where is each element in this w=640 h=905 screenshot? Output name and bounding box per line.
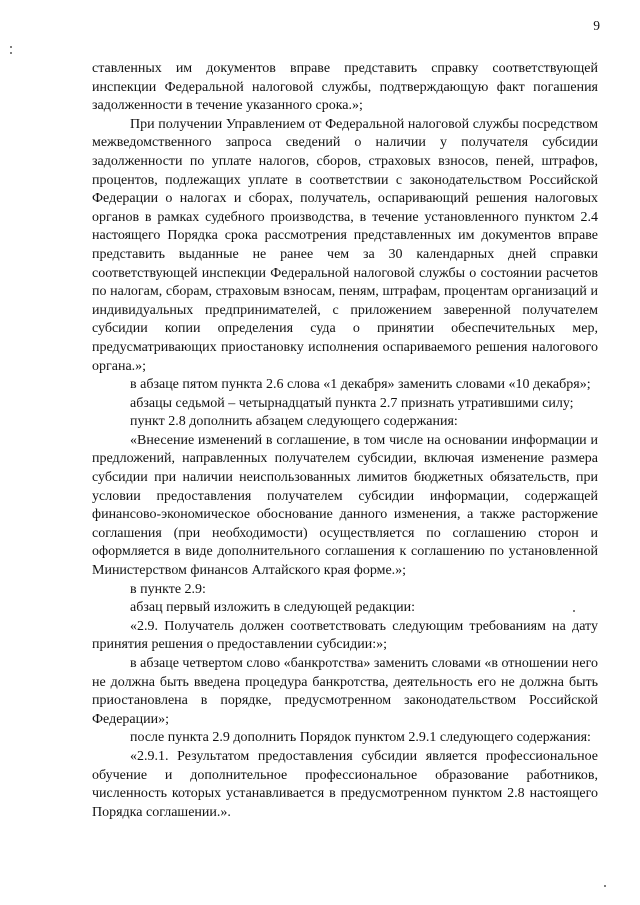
document-body: [92, 60, 598, 822]
paragraph: в абзаце четвертом слово «банкротства» заменить словами «в отношении него не должна быть введена процедура банкротства, деятельность его не должна быть приостановлена в порядке, предусмотренном законодательством Российской Федерации»;: [92, 656, 598, 727]
paragraph: При получении Управлением от Федеральной налоговой службы посредством межведомственного запроса сведений о наличии у получателя субсидии задолженности по уплате налогов, сборов, страховых взносов, пеней, штрафов, процентов, подлежащих уплате в соответствии с законодательством Российской Федерации о налогах и сборах, получатель, оспаривающий решения налоговых органов в рамках судебного производства, в течение установленного пунктом 2.4 настоящего Порядка срока рассмотрения представленных им документов вправе представить выданные не ранее чем за 30 календарных дней справки соответствующей инспекции Федеральной налоговой службы о состоянии расчетов по налогам, сборам, страховым взносам, пеням, штрафам, процентам организаций и индивидуальных предпринимателей, с приложением заверенной получателем субсидии копии определения суда о принятии обеспечительных мер, предусматривающих приостановку исполнения оспариваемого решения налогового органа.»;: [92, 116, 598, 374]
paragraph: в абзаце пятом пункта 2.6 слова «1 декабря» заменить словами «10 декабря»;: [130, 377, 591, 393]
paragraph: абзац первый изложить в следующей редакции:: [130, 600, 416, 616]
scan-speck: [604, 885, 606, 887]
scan-speck: [10, 46, 12, 48]
paragraph: абзацы седьмой – четырнадцатый пункта 2.7 признать утратившими силу;: [130, 395, 574, 411]
page-number: 9: [593, 18, 600, 33]
paragraph: «2.9. Получатель должен соответствовать следующим требованиям на дату принятия решения о предоставлении субсидии:»;: [92, 618, 598, 653]
paragraph: «Внесение изменений в соглашение, в том числе на основании информации и предложений, направленных получателем субсидии, включая изменение размера субсидии при наличии неиспользованных лимитов бюджетных обязательств, при условии предоставления получателем субсидии информации, содержащей финансово-экономическое обоснование данного изменения, а также расторжение соглашения (при необходимости) осуществляется по соглашению сторон и оформляется в виде дополнительного соглашения к соглашению по установленной Министерством финансов Алтайского края форме.»;: [92, 432, 598, 579]
paragraph: в пункте 2.9:: [130, 581, 206, 597]
paragraph: после пункта 2.9 дополнить Порядок пунктом 2.9.1 следующего содержания:: [130, 730, 591, 746]
paragraph: пункт 2.8 дополнить абзацем следующего содержания:: [130, 414, 458, 430]
paragraph: ставленных им документов вправе представить справку соответствующей инспекции Федеральной налоговой службы, подтверждающую факт погашения задолженности в течение указанного срока.»;: [92, 61, 598, 114]
paragraph: «2.9.1. Результатом предоставления субсидии является профессиональное обучение и дополнительное профессиональное образование работников, численность которых устанавливается в предусмотренном пунктом 2.8 настоящего Порядка соглашении.».: [92, 748, 598, 820]
scan-speck: [10, 52, 12, 54]
